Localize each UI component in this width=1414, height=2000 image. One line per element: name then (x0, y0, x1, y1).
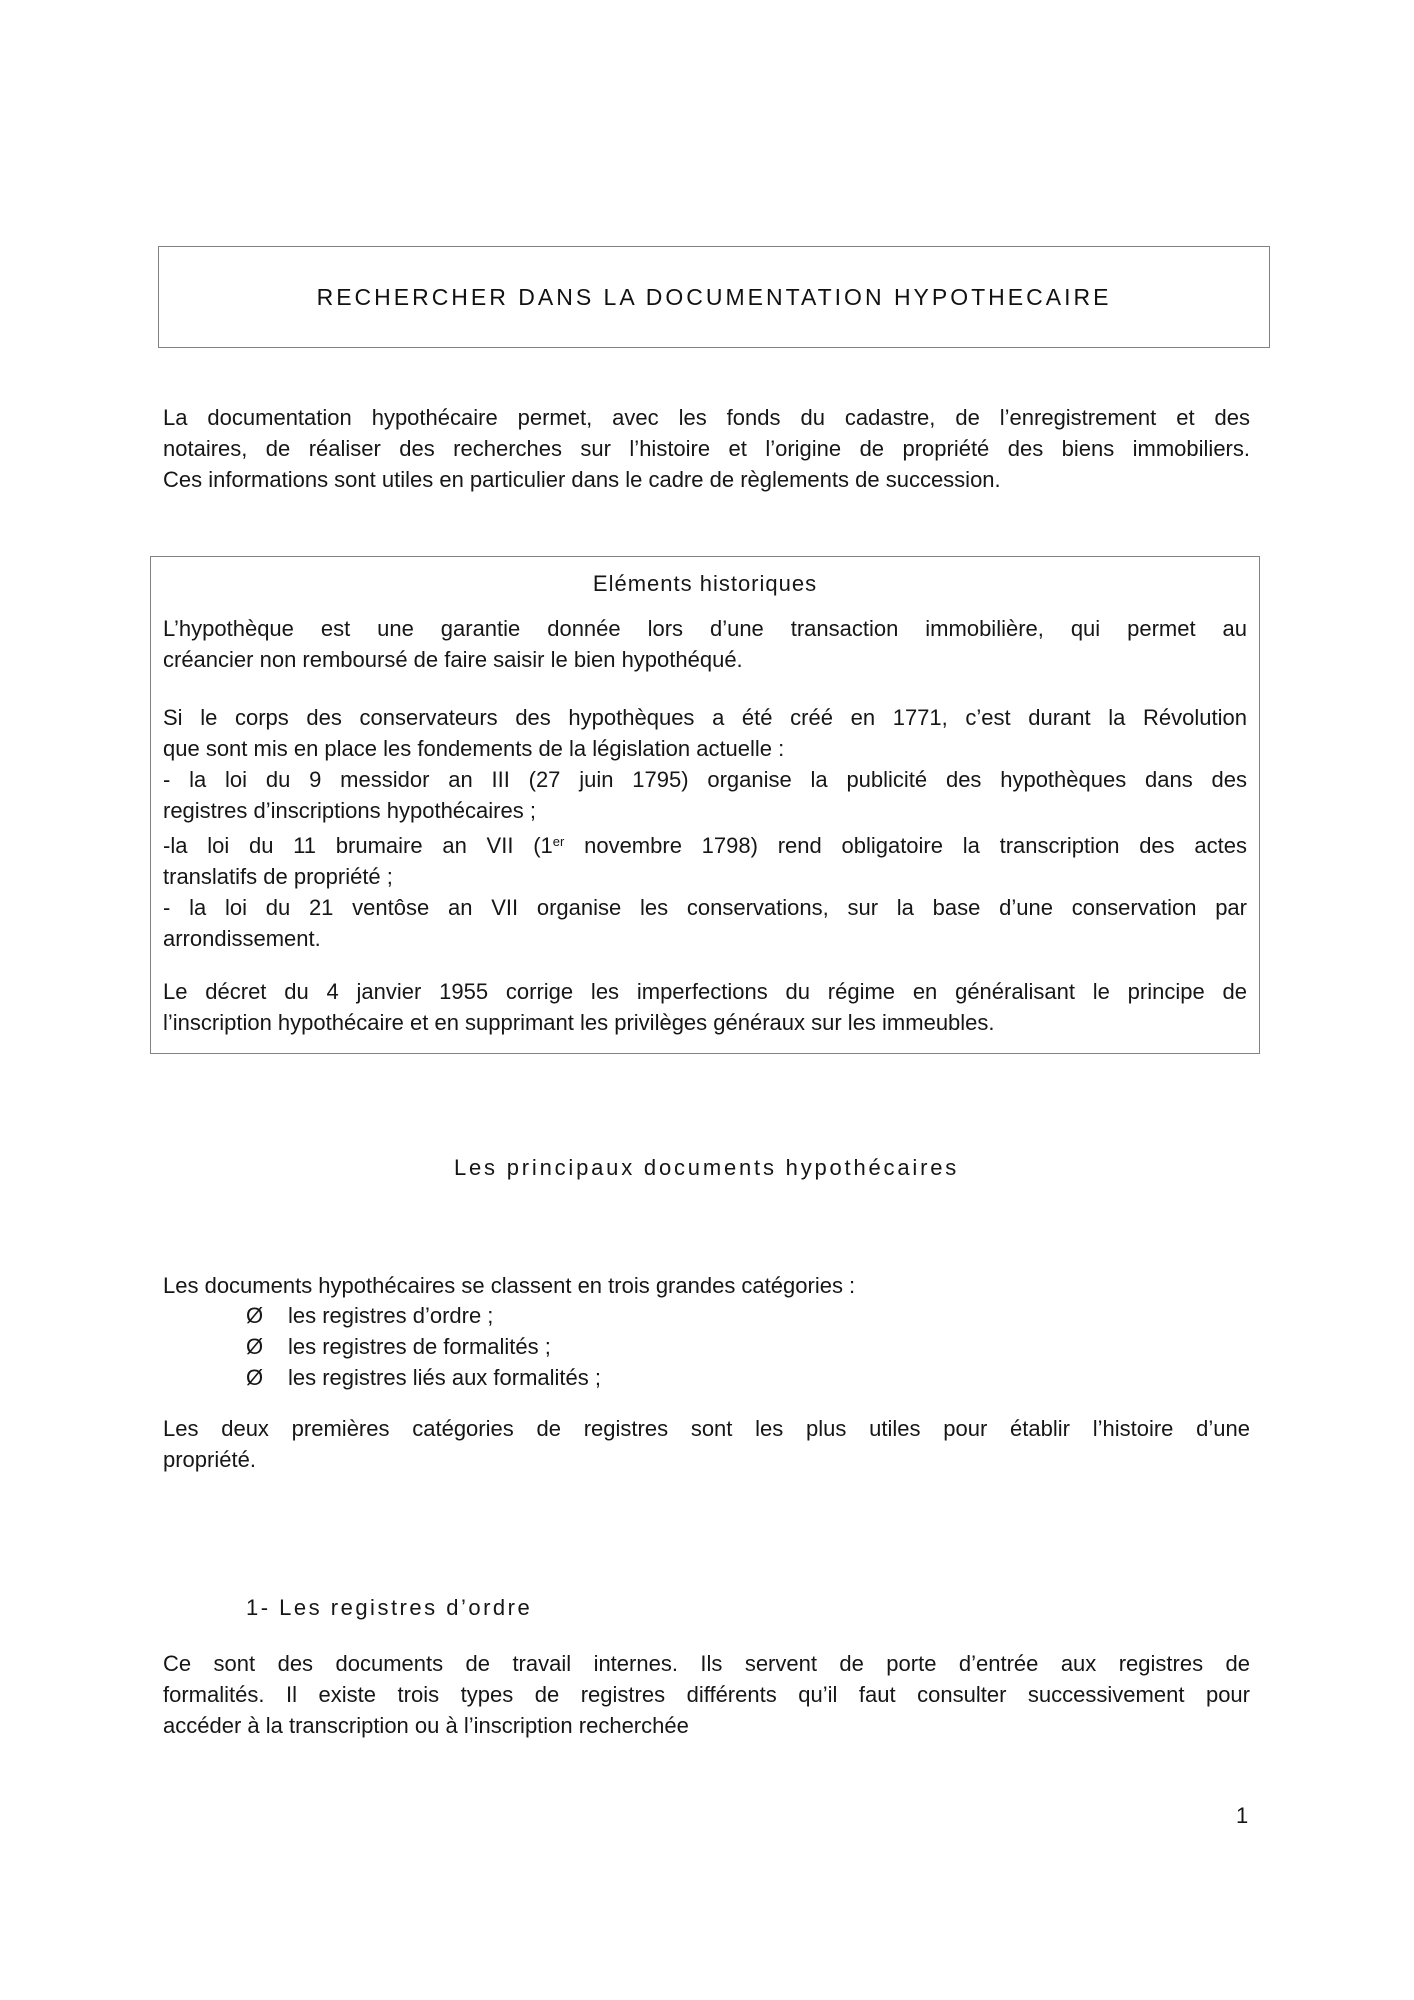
law-text: novembre 1798) rend obligatoire la transcription des actes (564, 833, 1248, 858)
paragraph-line: créancier non remboursé de faire saisir le bien hypothéqué. (163, 647, 743, 672)
list-item-label: les registres liés aux formalités ; (288, 1365, 601, 1390)
paragraph-line: l’inscription hypothécaire et en supprimant les privilèges généraux sur les immeubles. (163, 1010, 995, 1035)
paragraph-line: Les deux premières catégories de registres sont les plus utiles pour établir l’histoire d’une (163, 1416, 1250, 1441)
arrow-bullet-icon: Ø (246, 1365, 264, 1390)
list-item (163, 1362, 1250, 1393)
paragraph-line: formalités. Il existe trois types de registres différents qu’il faut consulter successivement pour (163, 1682, 1250, 1707)
registres-ordre-paragraph (163, 1648, 1250, 1741)
arrow-bullet-icon: Ø (246, 1334, 264, 1359)
page-number: 1 (1236, 1803, 1249, 1828)
note-paragraph (163, 1413, 1250, 1475)
registres-ordre-heading: 1- Les registres d’ordre (246, 1595, 533, 1620)
categories-list (163, 1300, 1250, 1393)
historical-heading: Eléments historiques (592, 571, 818, 596)
list-item-label: les registres d’ordre ; (288, 1303, 494, 1328)
paragraph-line: arrondissement. (163, 926, 321, 951)
paragraph-line: Le décret du 4 janvier 1955 corrige les imperfections du régime en généralisant le principe de (163, 979, 1247, 1004)
document-title: RECHERCHER DANS LA DOCUMENTATION HYPOTHECAIRE (316, 283, 1112, 310)
law-text: -la loi du 11 brumaire an VII (1 (163, 833, 553, 858)
paragraph-line: propriété. (163, 1447, 256, 1472)
intro-line: Ces informations sont utiles en particulier dans le cadre de règlements de succession. (163, 467, 1001, 492)
paragraph-line: translatifs de propriété ; (163, 864, 393, 889)
paragraph-line: accéder à la transcription ou à l’inscription recherchée (163, 1713, 689, 1738)
intro-line: notaires, de réaliser des recherches sur l’histoire et l’origine de propriété des biens immobiliers. (163, 436, 1250, 461)
paragraph-line (163, 826, 1247, 861)
list-item (163, 1300, 1250, 1331)
ordinal-superscript: er (552, 834, 565, 849)
list-item (163, 1331, 1250, 1362)
paragraph-line: - la loi du 21 ventôse an VII organise les conservations, sur la base d’une conservation par (163, 895, 1247, 920)
historical-paragraph-3 (163, 976, 1247, 1038)
intro-line: La documentation hypothécaire permet, avec les fonds du cadastre, de l’enregistrement et des (163, 405, 1250, 430)
paragraph-line: - la loi du 9 messidor an III (27 juin 1795) organise la publicité des hypothèques dans des (163, 767, 1247, 792)
intro-paragraph (163, 402, 1250, 495)
title-box (158, 246, 1270, 348)
categories-intro: Les documents hypothécaires se classent en trois grandes catégories : (163, 1273, 856, 1298)
paragraph-line: registres d’inscriptions hypothécaires ; (163, 798, 536, 823)
paragraph-line: Si le corps des conservateurs des hypothèques a été créé en 1771, c’est durant la Révolution (163, 705, 1247, 730)
paragraph-line: L’hypothèque est une garantie donnée lors d’une transaction immobilière, qui permet au (163, 616, 1247, 641)
paragraph-line: Ce sont des documents de travail internes. Ils servent de porte d’entrée aux registres de (163, 1651, 1250, 1676)
historical-paragraph-2 (163, 702, 1247, 954)
documents-section-heading: Les principaux documents hypothécaires (453, 1155, 960, 1180)
historical-box (150, 556, 1260, 1054)
arrow-bullet-icon: Ø (246, 1303, 264, 1328)
paragraph-line: que sont mis en place les fondements de la législation actuelle : (163, 736, 785, 761)
historical-paragraph-1 (163, 613, 1247, 675)
list-item-label: les registres de formalités ; (288, 1334, 551, 1359)
